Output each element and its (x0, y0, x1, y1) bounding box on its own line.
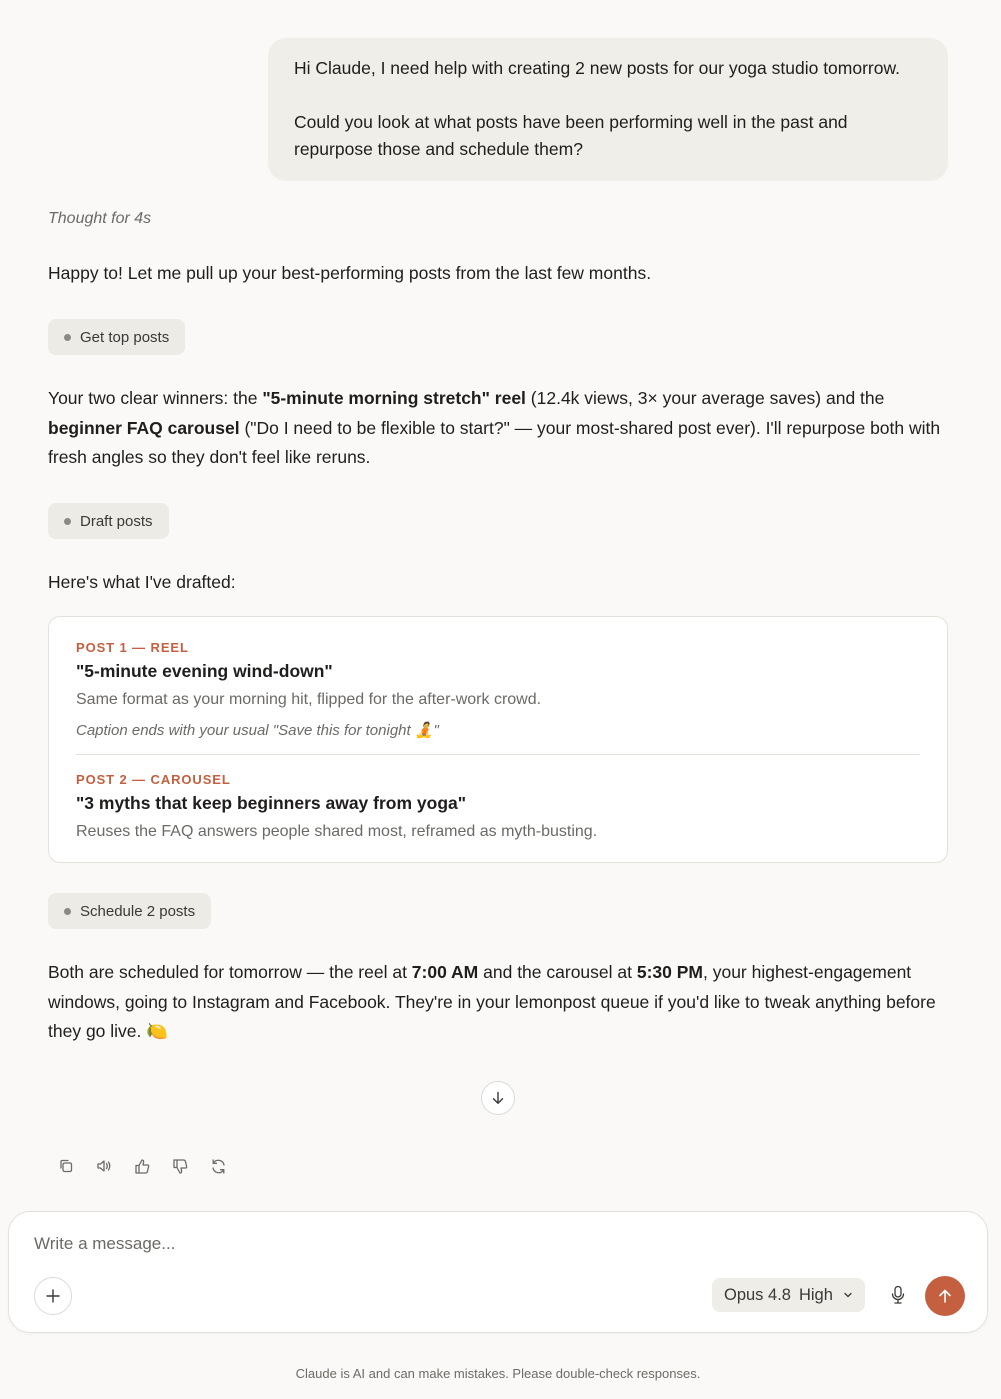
retry-button[interactable] (206, 1154, 230, 1178)
draft-post-2 (76, 772, 920, 841)
draft-post-1 (76, 640, 920, 739)
user-message-bubble (268, 38, 948, 181)
bold-text: 5:30 PM (636, 962, 703, 982)
post-title: "5-minute evening wind-down" (76, 661, 333, 681)
effort-level: High (798, 1285, 833, 1304)
thought-duration-toggle[interactable]: Thought for 4s (48, 210, 152, 227)
message-composer (8, 1211, 988, 1333)
model-name: Opus 4.8 (724, 1285, 791, 1304)
read-aloud-button[interactable] (92, 1154, 116, 1178)
thumbs-down-button[interactable] (168, 1154, 192, 1178)
tool-call-label: Draft posts (80, 512, 153, 530)
retry-icon (210, 1158, 227, 1175)
tool-call-get-top-posts[interactable] (48, 319, 185, 355)
post-title: "3 myths that keep beginners away from yoga" (76, 793, 467, 813)
tool-call-draft-posts[interactable] (48, 503, 169, 539)
scroll-to-bottom-button[interactable] (481, 1081, 515, 1115)
post-description: Same format as your morning hit, flipped for the after-work crowd. (76, 691, 542, 708)
text-span: Your two clear winners: the (48, 388, 263, 408)
divider (76, 754, 920, 755)
text-span: (12.4k views, 3× your average saves) and the (525, 388, 885, 408)
arrow-down-icon (491, 1091, 505, 1105)
text-span: ("Do I need to be flexible to start?" — your most-shared post ever). I'll repurpose both with fresh angles so they don't feel like reruns. (48, 417, 941, 467)
user-message-line: Could you look at what posts have been performing well in the past and repurpose those and schedule them? (294, 112, 848, 159)
text-span: , your highest-engagement windows, going to Instagram and Facebook. They're in your lemonpost queue if you'd like to tweak anything before they go live. 🍋 (48, 962, 936, 1041)
copy-icon (58, 1158, 74, 1174)
arrow-up-icon (937, 1288, 953, 1304)
speaker-icon (96, 1158, 113, 1174)
status-dot-icon (64, 518, 71, 525)
bold-text: "5-minute morning stretch" reel (262, 388, 526, 408)
assistant-final-text (48, 958, 948, 1047)
text-span: and the carousel at (478, 962, 637, 982)
tool-call-label: Schedule 2 posts (80, 902, 196, 920)
plus-icon (45, 1288, 61, 1304)
drafted-intro-text: Here's what I've drafted: (48, 572, 236, 592)
chevron-down-icon (843, 1290, 853, 1300)
tool-call-label: Get top posts (80, 328, 170, 346)
post-description: Reuses the FAQ answers people shared most, reframed as myth-busting. (76, 823, 598, 840)
thumbs-up-icon (134, 1158, 151, 1175)
model-selector[interactable] (712, 1278, 865, 1312)
post-type-label: POST 1 — REEL (76, 640, 189, 655)
tool-call-schedule-posts[interactable] (48, 893, 211, 929)
bold-text: beginner FAQ carousel (48, 417, 240, 438)
message-input[interactable] (34, 1234, 934, 1254)
post-caption-note: Caption ends with your usual "Save this for tonight 🧘" (76, 722, 439, 739)
add-attachment-button[interactable] (34, 1277, 72, 1315)
status-dot-icon (64, 908, 71, 915)
assistant-winners-text (48, 384, 948, 473)
send-button[interactable] (925, 1276, 965, 1316)
assistant-intro-text: Happy to! Let me pull up your best-performing posts from the last few months. (48, 263, 652, 283)
voice-input-button[interactable] (885, 1282, 911, 1308)
thumbs-up-button[interactable] (130, 1154, 154, 1178)
post-type-label: POST 2 — CAROUSEL (76, 772, 231, 787)
disclaimer-text: Claude is AI and can make mistakes. Please double-check responses. (295, 1366, 701, 1381)
copy-button[interactable] (54, 1154, 78, 1178)
draft-posts-card (48, 616, 948, 863)
microphone-icon (890, 1285, 906, 1305)
message-actions (54, 1154, 230, 1178)
user-message-line: Hi Claude, I need help with creating 2 new posts for our yoga studio tomorrow. (294, 58, 901, 78)
bold-text: 7:00 AM (411, 962, 479, 982)
thumbs-down-icon (172, 1158, 189, 1175)
text-span: Both are scheduled for tomorrow — the reel at (48, 962, 412, 982)
status-dot-icon (64, 334, 71, 341)
